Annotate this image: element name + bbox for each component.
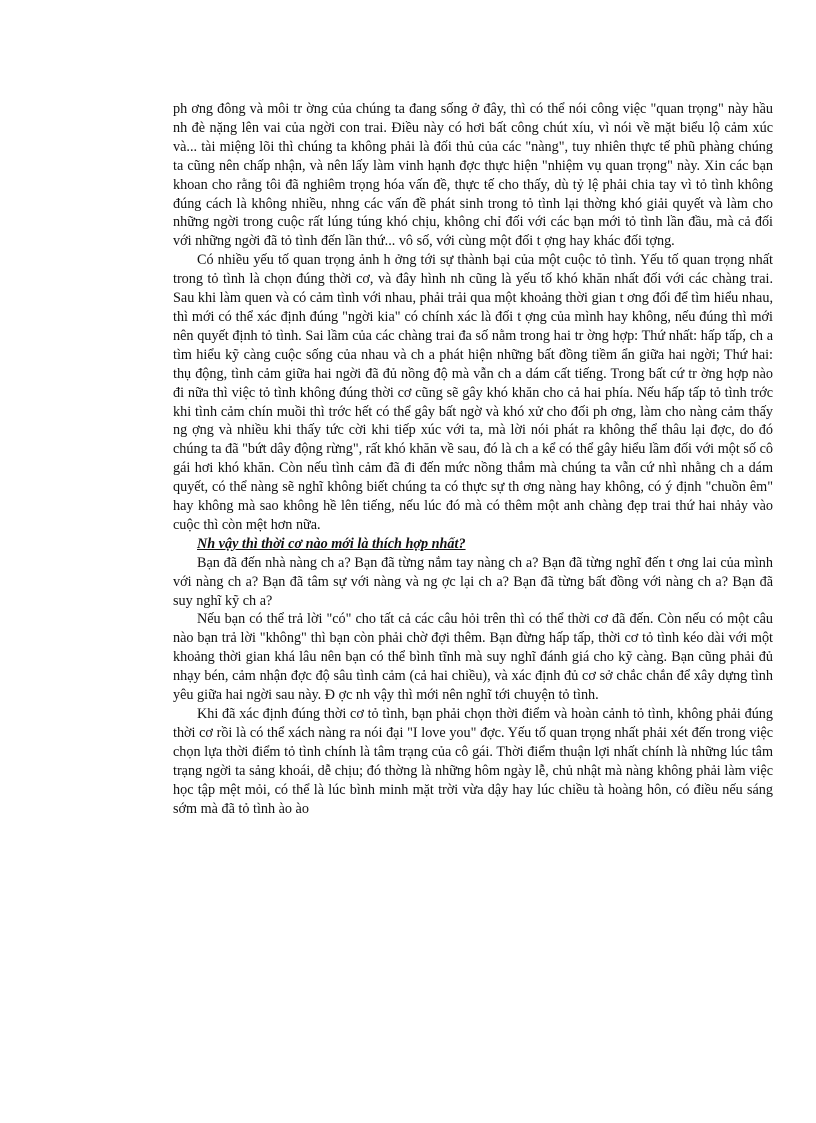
paragraph-factors: Có nhiều yếu tố quan trọng ảnh h ởng tới sự thành bại của một cuộc tỏ tình. Yếu tố quan trọng nhất trong tỏ tình là chọn đúng thời cơ, và đây hình nh cũng là yếu tố khó khăn nhất đối với các chàng trai. Sau khi làm quen và có cảm tình với nhau, phải trải qua một khoảng thời gian t ơng đối để tìm hiểu nhau, thì mới có thể xác định đúng "ngời kia" có chính xác là đối t ợng của mình hay không, nếu đúng thì mới nên quyết định tỏ tình. Sai lầm của các chàng trai đa số nằm trong hai tr ờng hợp: Thứ nhất: hấp tấp, ch a tìm hiểu kỹ càng cuộc sống của nhau và ch a phát hiện những bất đồng tiềm ẩn giữa hai ngời; Thứ hai: thụ động, tình cảm giữa hai ngời đã đủ nồng độ mà vẫn ch a dám cất tiếng. Trong bất cứ tr ờng hợp nào đi nữa thì việc tỏ tình không đúng thời cơ cũng sẽ gây khó khăn cho cả hai phía. Nếu hấp tấp tỏ tình trớc khi tình cảm chín muồi thì trớc hết có thể gây bất ngờ và khó xử cho đối ph ơng, làm cho nàng cảm thấy ng ợng và nhiều khi thấy tức cời khi tiếp xúc với ta, mà lời nói phát ra không thể thâu lại đợc, do đó chúng ta đã "bứt dây động rừng", rất khó khăn về sau, đó là ch a kể có thể gây hiểu lầm đối với một số cô gái hơi khó khăn. Còn nếu tình cảm đã đi đến mức nồng thắm mà chúng ta vẫn cứ nhì nhằng ch a dám quyết, có thể nàng sẽ nghĩ không biết chúng ta có thực sự th ơng nàng hay không, có ý định "chuồn êm" hay không mà sao không hề lên tiếng, nếu lúc đó mà có thêm một anh chàng đẹp trai thứ hai nhảy vào cuộc thì còn mệt hơn nữa. <box>173 252 773 533</box>
section-heading: Nh vậy thì thời cơ nào mới là thích hợp nhất? <box>197 535 466 552</box>
paragraph-intro: ph ơng đông và môi tr ờng của chúng ta đang sống ở đây, thì có thể nói công việc "quan trọng" này hầu nh đè nặng lên vai của ngời con trai. Điều này có hơi bất công chút xíu, vì nói về mặt biểu lộ cảm xúc và... tài miệng lõi thì chúng ta không phải là đối thủ của các "nàng", tuy nhiên thực tế phũ phàng chúng ta cũng nên chấp nhận, và nên lấy làm vinh hạnh đợc thực hiện "nhiệm vụ quan trọng" này. Xin các bạn khoan cho rằng tôi đã nghiêm trọng hóa vấn đề, thực tế cho thấy, dù tỷ lệ phải chia tay vì tỏ tình không đúng cách là không nhiều, nhng các vấn đề phát sinh trong tỏ tình lại thờng khó giải quyết và làm cho những ngời trong cuộc rất lúng túng khó chịu, không chỉ đối với các bạn mới tỏ tình lần đầu, mà cả đối với những ngời đã tỏ tình đến lần thứ... vô số, với cùng một đối t ợng hay khác đối tợng. <box>173 101 773 250</box>
paragraph-answer: Nếu bạn có thể trả lời "có" cho tất cả các câu hỏi trên thì có thể thời cơ đã đến. Còn nếu có một câu nào bạn trả lời "không" thì bạn còn phải chờ đợi thêm. Bạn đừng hấp tấp, thời cơ tỏ tình kéo dài với một khoảng thời gian khá lâu nên bạn có thể bình tĩnh mà suy nghĩ đánh giá cho kỹ càng. Bạn cũng phải đủ nhạy bén, cảm nhận đợc độ sâu tình cảm (cả hai chiều), và xác định đủ cơ sở chắc chắn để xây dựng tình yêu giữa hai ngời sau này. Đ ợc nh vậy thì mới nên nghĩ tới chuyện tỏ tình. <box>173 611 773 704</box>
document-page <box>173 100 773 818</box>
paragraph-questions: Bạn đã đến nhà nàng ch a? Bạn đã từng nắm tay nàng ch a? Bạn đã từng nghĩ đến t ơng lai của mình với nàng ch a? Bạn đã tâm sự với nàng và ng ợc lại ch a? Bạn đã từng bất đồng với nàng ch a? Bạn đã suy nghĩ kỹ ch a? <box>173 554 773 609</box>
paragraph-timing: Khi đã xác định đúng thời cơ tỏ tình, bạn phải chọn thời điểm và hoàn cảnh tỏ tình, không phải đúng thời cơ rồi là có thể xách nàng ra nói đại "I love you" đợc. Yếu tố quan trọng nhất phải xét đến trong việc chọn lựa thời điểm tỏ tình chính là tâm trạng của cô gái. Thời điểm thuận lợi nhất chính là những lúc tâm trạng ngời ta sảng khoái, dễ chịu; đó thờng là những hôm ngày lễ, chủ nhật mà nàng không phải làm việc học tập mệt mỏi, có thể là lúc bình minh mặt trời vừa dậy hay lúc chiều tà hoàng hôn, có điều nếu sáng sớm mà đã tỏ tình ào ào <box>173 706 773 817</box>
